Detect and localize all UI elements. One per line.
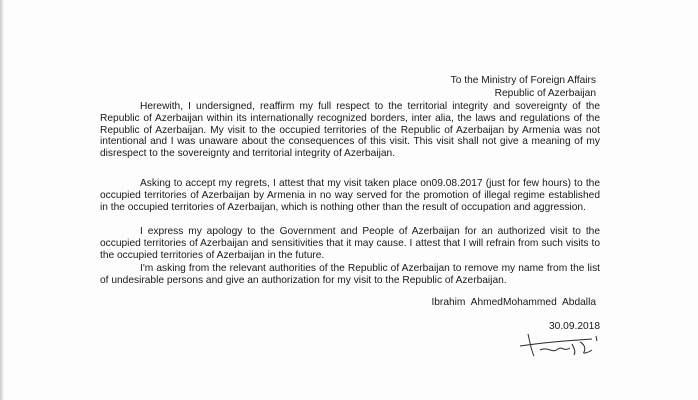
addressee-block	[380, 74, 596, 100]
paragraph-1: Herewith, I undersigned, reaffirm my full respect to the territorial integrity and sovereignty of the Republic of Azerbaijan within its internationally recognized borders, inter alia, the laws and regulations of the Republic of Azerbaijan. My visit to the occupied territories of the Republic of Azerbaijan by Armenia was not intentional and I was unaware about the consequences of this visit. This visit shall not give a meaning of my disrespect to the sovereignty and territorial integrity of Azerbaijan.	[100, 101, 600, 160]
signer-name: Ibrahim AhmedMohammed Abdalla	[431, 297, 596, 308]
paragraph-2: Asking to accept my regrets, I attest that my visit taken place on09.08.2017 (just for few hours) to the occupied territories of Azerbaijan by Armenia in no way served for the promotion of illegal regime established in the occupied territories of Azerbaijan, which is nothing other than the result of occupation and aggression.	[100, 178, 600, 213]
scan-edge-shadow	[0, 0, 4, 400]
handwritten-signature	[500, 322, 610, 362]
letter-date: 30.09.2018	[549, 321, 600, 332]
addressee-line-1: To the Ministry of Foreign Affairs	[450, 75, 596, 86]
paragraph-3: I express my apology to the Government and People of Azerbaijan for an authorized visit to the occupied territories of Azerbaijan and sensitivities that it may cause. I attest that I will refrain from such visits to the occupied territories of Azerbaijan in the future.	[100, 226, 600, 261]
paragraph-4: I'm asking from the relevant authorities of the Republic of Azerbaijan to remove my name from the list of undesirable persons and give an authorization for my visit to the Republic of Azerbaijan.	[100, 263, 600, 286]
addressee-line-2: Republic of Azerbaijan	[494, 88, 596, 99]
